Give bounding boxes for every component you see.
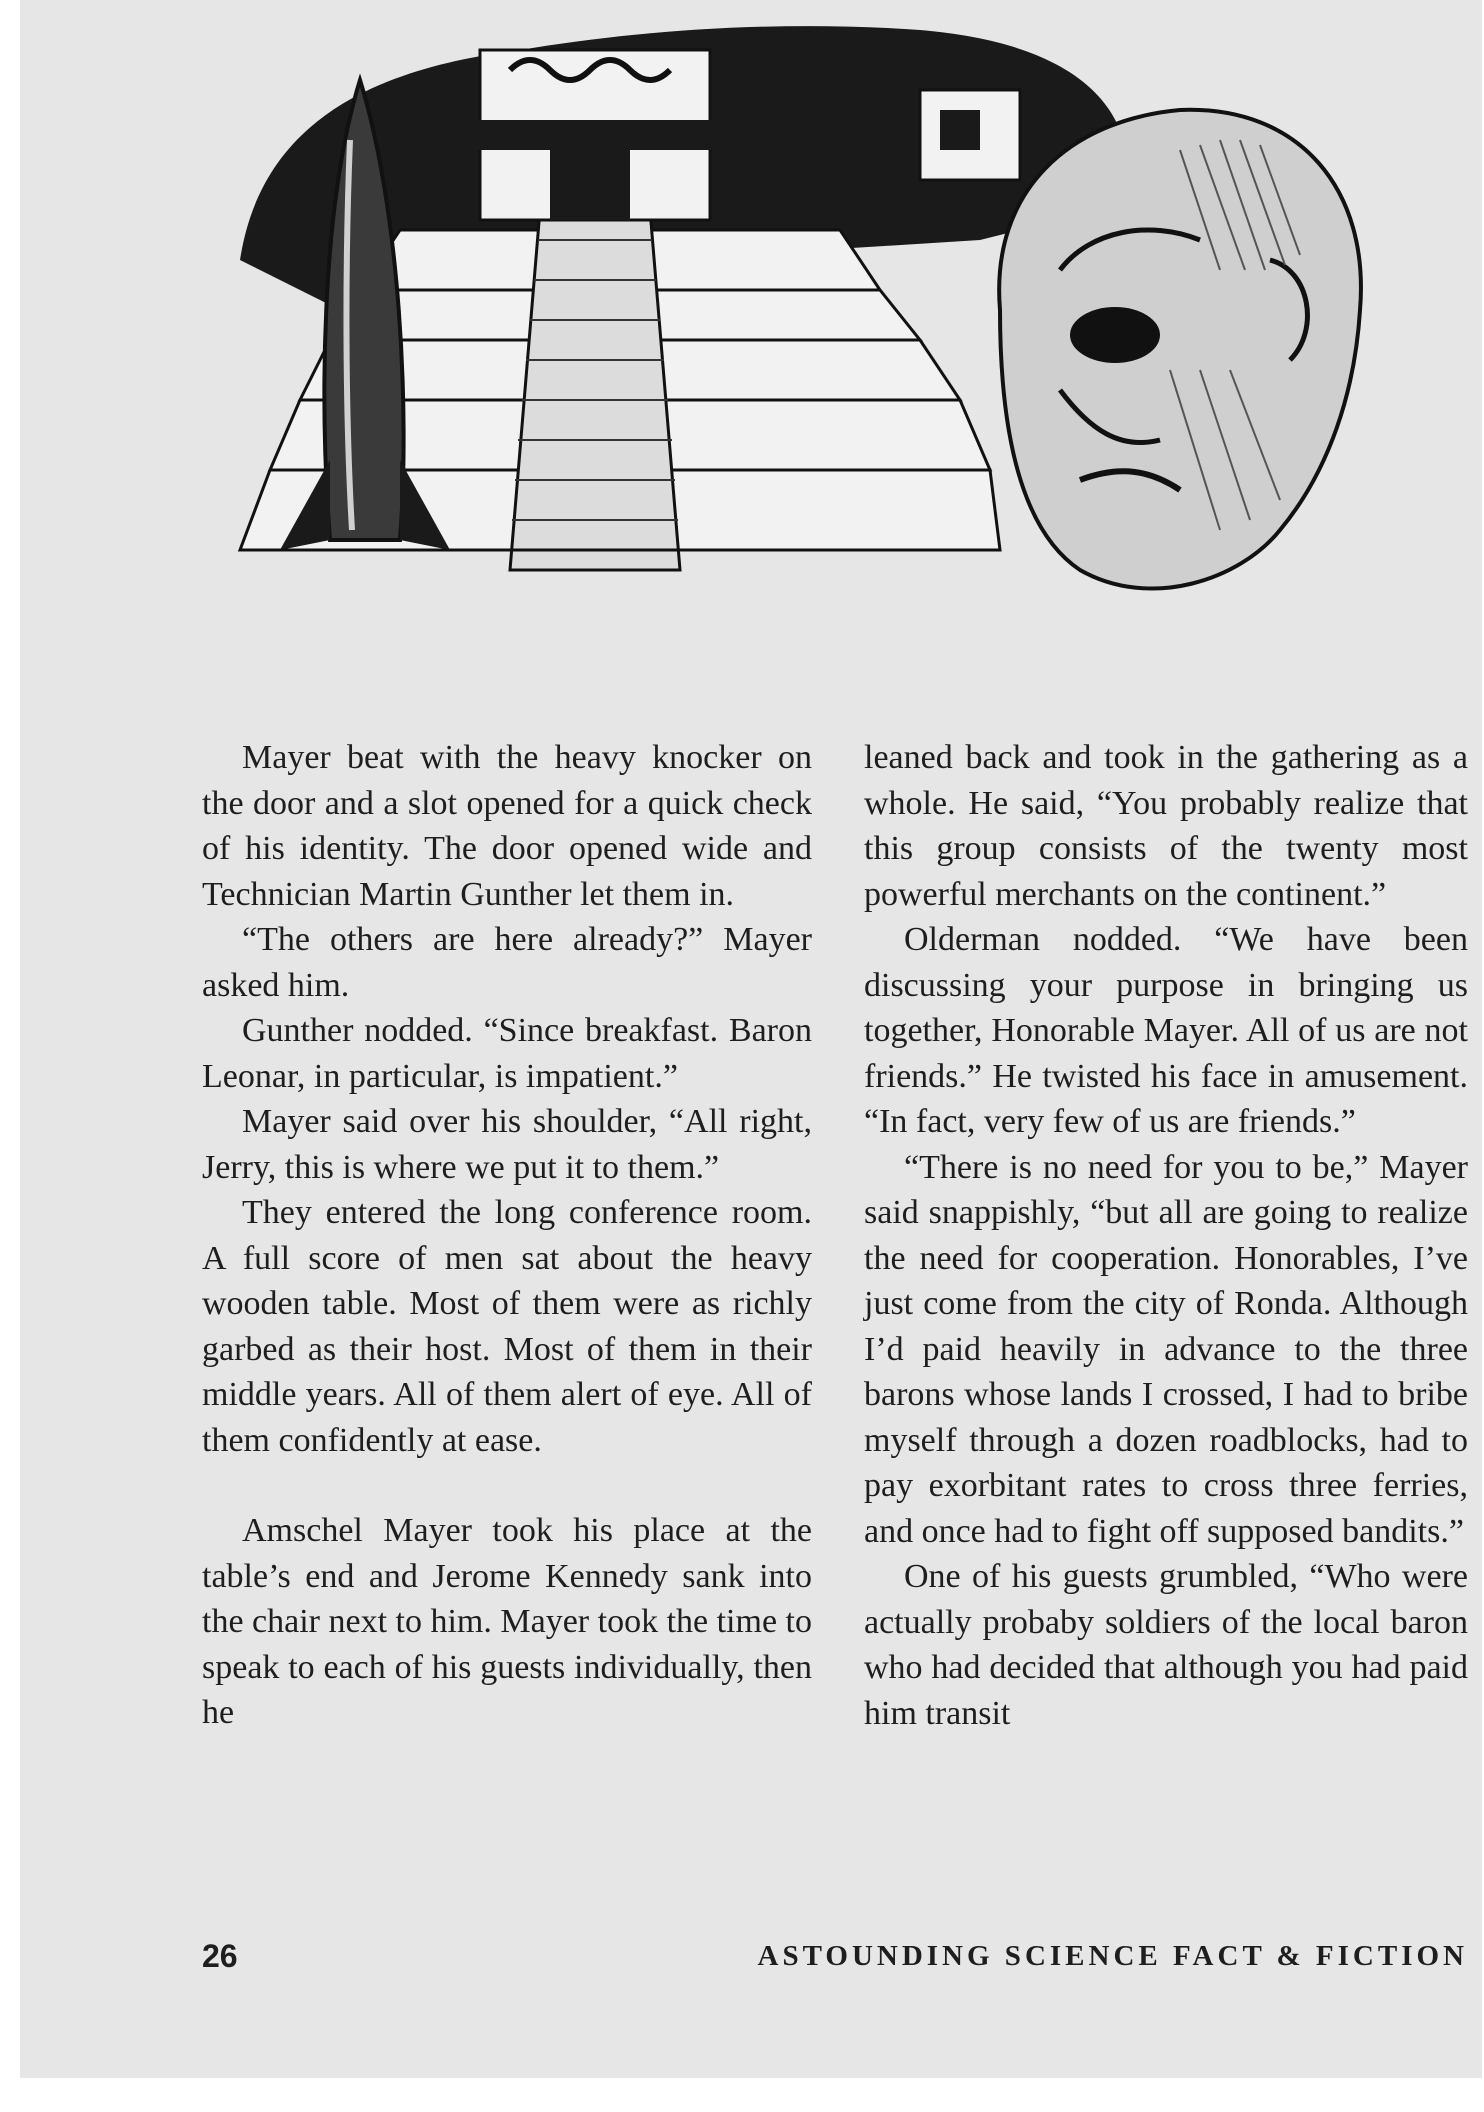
- paragraph: “The others are here already?” Mayer asked him.: [202, 921, 812, 1004]
- page-footer: [202, 1938, 1468, 1978]
- paragraph: Gunther nodded. “Since breakfast. Baron Leonar, in particular, is impatient.”: [202, 1012, 812, 1095]
- magazine-title: ASTOUNDING SCIENCE FACT & FICTION: [757, 1940, 1468, 1972]
- paragraph: “There is no need for you to be,” Mayer said snappishly, “but all are going to realize the need for cooperation. Honorables, I’ve just come from the city of Ronda. Although I’d paid heavily in advance to the three barons whose lands I crossed, I had to bribe myself through a dozen roadblocks, had to pay exorbitant rates to cross three ferries, and once had to fight off supposed bandits.”: [864, 1148, 1468, 1550]
- paragraph: Mayer beat with the heavy knocker on the door and a slot opened for a quick check of his identity. The door opened wide and Technician Martin Gunther let them in.: [202, 739, 812, 913]
- magazine-page: [20, 0, 1482, 2078]
- pyramid-rocket-head-icon: [220, 10, 1420, 670]
- page-number: 26: [202, 1938, 238, 1974]
- left-column: [202, 735, 812, 1736]
- paragraph: Amschel Mayer took his place at the table’s end and Jerome Kennedy sank into the chair next to him. Mayer took the time to speak to each of his guests individually, then he: [202, 1512, 812, 1731]
- paragraph: Mayer said over his shoulder, “All right, Jerry, this is where we put it to them.”: [202, 1103, 812, 1186]
- right-column: [864, 735, 1468, 1736]
- paragraph: Olderman nodded. “We have been discussing your purpose in bringing us together, Honorable Mayer. All of us are not friends.” He twisted his face in amusement. “In fact, very few of us are friends.”: [864, 921, 1468, 1140]
- paragraph: One of his guests grumbled, “Who were actually probaby soldiers of the local baron who had decided that although you had paid him transit: [864, 1558, 1468, 1732]
- paragraph: leaned back and took in the gathering as a whole. He said, “You probably realize that this group consists of the twenty most powerful merchants on the continent.”: [864, 739, 1468, 913]
- paragraph: They entered the long conference room. A full score of men sat about the heavy wooden table. Most of them were as richly garbed as their host. Most of them in their middle years. All of them alert of eye. All of them confidently at ease.: [202, 1194, 812, 1459]
